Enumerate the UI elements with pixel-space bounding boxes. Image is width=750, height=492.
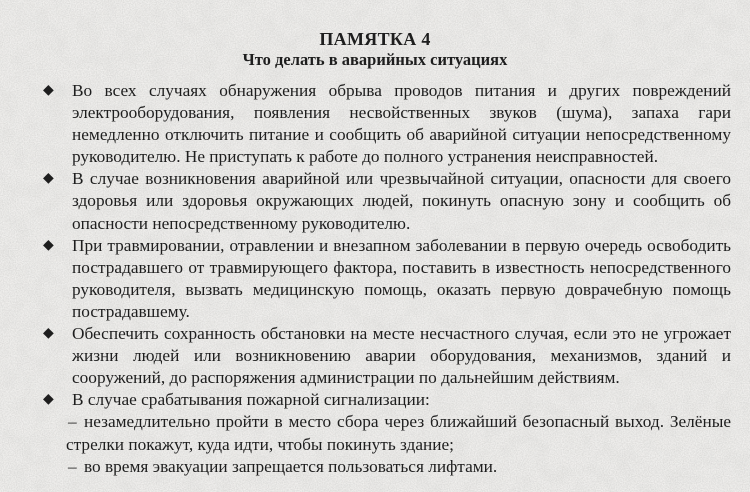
diamond-bullet-icon: ◆ <box>43 83 54 98</box>
diamond-bullet-icon: ◆ <box>43 237 54 253</box>
dash-marker: – <box>68 412 77 432</box>
memo-title: ПАМЯТКА 4 <box>319 29 431 49</box>
diamond-bullet-icon: ◆ <box>43 171 54 187</box>
memo-subitem <box>0 411 750 455</box>
memo-item <box>0 323 750 389</box>
memo-item-text: При травмировании, отравлении и внезапном заболевании в первую очередь освободить пострадавшего от травмирующего фактора, поставить в известность непосредственного руководителя, вызвать медицинскую помощь, оказать первую доврачебную помощь пострадавшему. <box>72 235 731 321</box>
memo-list <box>0 80 750 478</box>
memo-item-text: В случае возникновения аварийной или чрезвычайной ситуации, опасности для своего здоровья или здоровья окружающих людей, покинуть опасную зону и сообщить об опасности непосредственному руководителю. <box>72 169 731 233</box>
memo-subitem-text: во время эвакуации запрещается пользоваться лифтами. <box>84 456 498 476</box>
memo-item-text: Обеспечить сохранность обстановки на месте несчастного случая, если это не угрожает жизни людей или возникновению аварии оборудования, механизмов, зданий и сооружений, до распоряжения администрации по дальнейшим действиям. <box>72 324 731 388</box>
memo-item-text: В случае срабатывания пожарной сигнализации: <box>72 390 430 410</box>
diamond-bullet-icon: ◆ <box>43 326 54 342</box>
memo-subtitle: Что делать в аварийных ситуациях <box>242 50 508 69</box>
dash-marker: – <box>68 456 77 476</box>
memo-item-text: Во всех случаях обнаружения обрыва проводов питания и других повреждений электрооборудования, появления несвойственных звуков (шума), запаха гари немедленно отключить питание и сообщить об аварийной ситуации непосредственному руководителю. Не приступать к работе до полного устранения неисправностей. <box>72 81 731 167</box>
diamond-bullet-icon: ◆ <box>43 392 54 408</box>
memo-item <box>0 80 750 168</box>
memo-subitem-text: незамедлительно пройти в место сбора через ближайший безопасный выход. Зелёные стрелки покажут, куда идти, чтобы покинуть здание; <box>66 412 731 454</box>
memo-subitem <box>0 456 750 478</box>
memo-item <box>0 235 750 323</box>
memo-item <box>0 389 750 411</box>
memo-item <box>0 168 750 234</box>
